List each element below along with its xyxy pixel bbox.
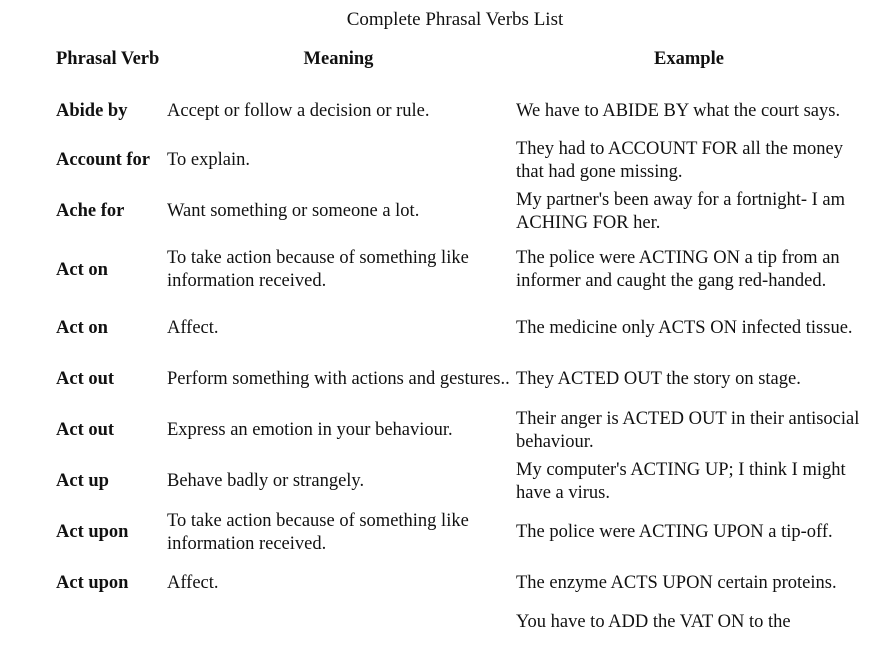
example-cell: The police were ACTING ON a tip from an informer and caught the gang red-handed. [516, 248, 840, 291]
phrasal-verb-cell: Act up [56, 471, 109, 491]
example-cell: The enzyme ACTS UPON certain proteins. [516, 573, 837, 593]
phrasal-verb-cell: Abide by [56, 101, 128, 121]
phrasal-verb-cell: Account for [56, 150, 151, 170]
table-row [56, 84, 862, 135]
meaning-cell: Perform something with actions and gestures.. [167, 369, 510, 389]
phrasal-verb-cell: Act upon [56, 522, 129, 542]
table-row [56, 303, 862, 354]
example-cell: My partner's been away for a fortnight- I am ACHING FOR her. [516, 189, 846, 233]
example-cell: The medicine only ACTS ON infected tissue. [516, 318, 853, 338]
table-row [56, 186, 862, 237]
table-row-clipped [56, 609, 862, 660]
example-cell: Their anger is ACTED OUT in their antisocial behaviour. [516, 408, 860, 452]
meaning-cell: Affect. [167, 318, 219, 338]
meaning-cell: Accept or follow a decision or rule. [167, 101, 430, 121]
phrasal-verb-cell: Act on [56, 318, 108, 338]
column-header-example: Example [654, 48, 724, 69]
table-row [56, 135, 862, 186]
table-row [56, 405, 862, 456]
table-row [56, 354, 862, 405]
phrasal-verb-cell [56, 609, 161, 660]
table-row [56, 507, 862, 558]
phrasal-verb-cell: Act out [56, 420, 115, 440]
table-row [56, 558, 862, 609]
phrasal-verb-cell: Ache for [56, 201, 125, 221]
table-header-row [56, 34, 862, 84]
table-row [56, 237, 862, 303]
meaning-cell [167, 609, 510, 660]
example-cell: They ACTED OUT the story on stage. [516, 369, 801, 389]
example-cell: We have to ABIDE BY what the court says. [516, 101, 841, 121]
meaning-cell: To take action because of something like information received. [167, 510, 469, 554]
meaning-cell: Want something or someone a lot. [167, 201, 420, 221]
meaning-cell: Affect. [167, 573, 219, 593]
example-cell: You have to ADD the VAT ON to the [516, 612, 791, 632]
meaning-cell: Express an emotion in your behaviour. [167, 420, 453, 440]
phrasal-verb-cell: Act upon [56, 573, 129, 593]
example-cell: The police were ACTING UPON a tip-off. [516, 522, 833, 542]
meaning-cell: To take action because of something like information received. [167, 248, 469, 291]
meaning-cell: To explain. [167, 150, 250, 170]
phrasal-verbs-table [50, 34, 868, 660]
example-cell: They had to ACCOUNT FOR all the money that had gone missing. [516, 138, 843, 182]
table-row [56, 456, 862, 507]
page-title: Complete Phrasal Verbs List [346, 9, 564, 30]
example-cell: My computer's ACTING UP; I think I might have a virus. [516, 459, 846, 503]
column-header-verb: Phrasal Verb [56, 48, 160, 69]
phrasal-verb-cell: Act out [56, 369, 115, 389]
column-header-meaning: Meaning [303, 48, 374, 69]
meaning-cell: Behave badly or strangely. [167, 471, 365, 491]
phrasal-verb-cell: Act on [56, 259, 108, 280]
